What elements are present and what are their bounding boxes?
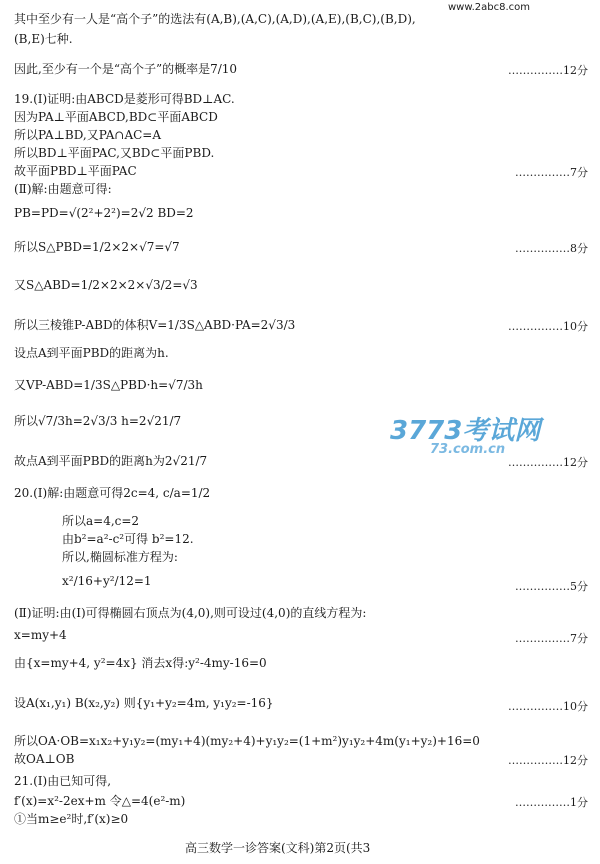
solution-line: 20.(Ⅰ)解:由题意可得2c=4, c/a=1/2 <box>14 486 211 500</box>
solution-line: 所以三棱锥P-ABD的体积V=1/3S△ABD·PA=2√3/3 <box>14 318 296 332</box>
score-marker: ……………1分 <box>515 796 588 809</box>
score-marker: ……………5分 <box>515 580 588 593</box>
watermark-url: 73.com.cn <box>430 442 506 457</box>
solution-line: 又VP-ABD=1/3S△PBD·h=√7/3h <box>14 378 203 392</box>
solution-line: 故OA⊥OB <box>14 752 75 766</box>
solution-line: 21.(Ⅰ)由已知可得, <box>14 774 112 788</box>
score-marker: ……………12分 <box>508 456 588 469</box>
solution-line: 故平面PBD⊥平面PAC <box>14 164 137 178</box>
solution-line: 所以OA·OB=x₁x₂+y₁y₂=(my₁+4)(my₂+4)+y₁y₂=(1+m²)y₁y₂+4m(y₁+y₂)+16=0 <box>14 734 480 748</box>
solution-line: (B,E)七种. <box>14 32 73 46</box>
solution-line: 设A(x₁,y₁) B(x₂,y₂) 则{y₁+y₂=4m, y₁y₂=-16} <box>14 696 274 710</box>
score-marker: ……………12分 <box>508 754 588 767</box>
page-footer: 高三数学一诊答案(文科)第2页(共3 <box>185 841 371 855</box>
solution-line: 设点A到平面PBD的距离为h. <box>14 346 169 360</box>
watermark-logo: 3773考试网 <box>390 416 541 446</box>
solution-line: 所以,椭圆标准方程为: <box>62 550 178 564</box>
solution-line: 其中至少有一人是“高个子”的选法有(A,B),(A,C),(A,D),(A,E),(B,C),(B,D), <box>14 12 416 26</box>
solution-line: 又S△ABD=1/2×2×2×√3/2=√3 <box>14 278 198 292</box>
score-marker: ……………12分 <box>508 64 588 77</box>
solution-line: 因为PA⊥平面ABCD,BD⊂平面ABCD <box>14 110 218 124</box>
solution-line: 19.(Ⅰ)证明:由ABCD是菱形可得BD⊥AC. <box>14 92 235 106</box>
site-header: www.2abc8.com <box>447 2 530 13</box>
solution-line: 所以PA⊥BD,又PA∩AC=A <box>14 128 162 142</box>
score-marker: ……………10分 <box>508 320 588 333</box>
solution-line: f′(x)=x²-2ex+m 令△=4(e²-m) <box>14 794 186 808</box>
solution-line: 故点A到平面PBD的距离h为2√21/7 <box>14 454 208 468</box>
score-marker: ……………7分 <box>515 632 588 645</box>
score-marker: ……………10分 <box>508 700 588 713</box>
solution-line: 由b²=a²-c²可得 b²=12. <box>62 532 194 546</box>
solution-line: (Ⅱ)证明:由(Ⅰ)可得椭圆右顶点为(4,0),则可设过(4,0)的直线方程为: <box>14 606 367 620</box>
solution-line: x=my+4 <box>14 628 67 642</box>
solution-line: ①当m≥e²时,f′(x)≥0 <box>14 812 129 826</box>
solution-line: x²/16+y²/12=1 <box>62 574 152 588</box>
solution-line: (Ⅱ)解:由题意可得: <box>14 182 112 196</box>
solution-line: 所以a=4,c=2 <box>62 514 140 528</box>
solution-line: 因此,至少有一个是“高个子”的概率是7/10 <box>14 62 238 76</box>
score-marker: ……………7分 <box>515 166 588 179</box>
solution-line: PB=PD=√(2²+2²)=2√2 BD=2 <box>14 206 194 220</box>
solution-line: 所以√7/3h=2√3/3 h=2√21/7 <box>14 414 182 428</box>
solution-line: 所以BD⊥平面PAC,又BD⊂平面PBD. <box>14 146 215 160</box>
solution-line: 由{x=my+4, y²=4x} 消去x得:y²-4my-16=0 <box>14 656 267 670</box>
solution-line: 所以S△PBD=1/2×2×√7=√7 <box>14 240 180 254</box>
score-marker: ……………8分 <box>515 242 588 255</box>
